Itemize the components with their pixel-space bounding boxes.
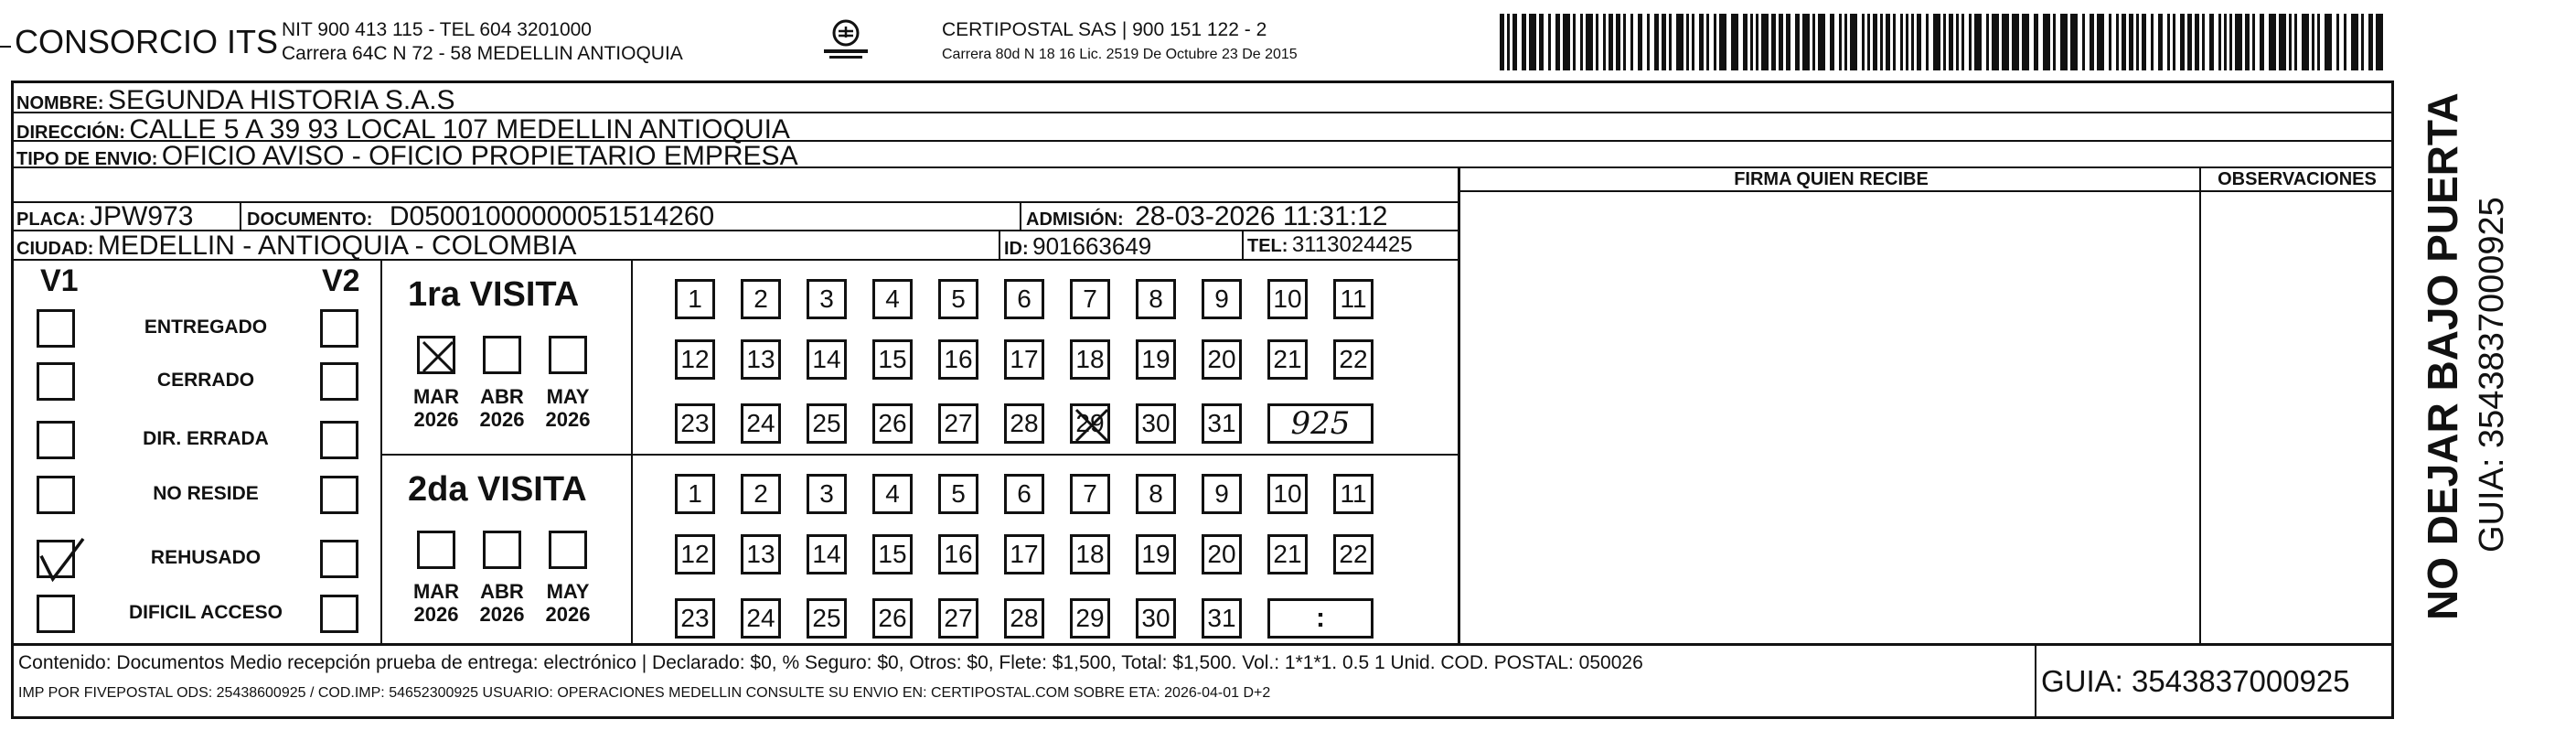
send-type-label: TIPO DE ENVIO:: [16, 149, 158, 169]
send-type: OFICIO AVISO - OFICIO PROPIETARIO EMPRESA: [161, 141, 798, 171]
status-label: REHUSADO: [150, 547, 262, 568]
city-label: CIUDAD:: [16, 239, 94, 259]
v2-checkbox[interactable]: [320, 362, 358, 401]
status-label: CERRADO: [156, 370, 255, 391]
tel-label: TEL:: [1247, 236, 1288, 256]
id-value: 901663649: [1032, 232, 1152, 260]
company-address: Carrera 64C N 72 - 58 MEDELLIN ANTIOQUIA: [282, 43, 683, 64]
id-field: [1004, 234, 1151, 258]
address-label: DIRECCIÓN:: [16, 123, 125, 143]
day-box[interactable]: 24: [741, 598, 781, 639]
admission-field: [1026, 203, 1387, 231]
side-guia: GUIA: 3543837000925: [2473, 197, 2511, 553]
day-box[interactable]: 9: [1202, 279, 1242, 319]
month-name: MAR: [412, 580, 460, 603]
v1-checkbox[interactable]: [37, 309, 75, 348]
day-box[interactable]: 25: [807, 598, 847, 639]
day-box[interactable]: 8: [1136, 474, 1176, 514]
month-name: ABR: [480, 385, 524, 408]
side-warning: NO DEJAR BAJO PUERTA: [2419, 92, 2466, 620]
recipient-name: SEGUNDA HISTORIA S.A.S: [108, 85, 455, 115]
day-box[interactable]: 18: [1070, 534, 1110, 574]
day-box[interactable]: 26: [872, 598, 913, 639]
plate-value: JPW973: [90, 201, 194, 231]
send-type-row: [16, 143, 798, 170]
day-box[interactable]: 7: [1070, 474, 1110, 514]
day-box[interactable]: 30: [1136, 403, 1176, 444]
footer-guia: GUIA: 3543837000925: [2041, 664, 2350, 698]
v2-label: V2: [322, 263, 360, 298]
postal-company-line: CERTIPOSTAL SAS | 900 151 122 - 2: [942, 19, 1267, 40]
day-box[interactable]: 16: [938, 339, 978, 380]
plate-label: PLACA:: [16, 209, 86, 230]
company-name: CONSORCIO ITS: [15, 23, 279, 60]
day-box[interactable]: 2: [741, 279, 781, 319]
day-box[interactable]: 3: [807, 279, 847, 319]
month-label: [540, 580, 596, 627]
day-box[interactable]: 18: [1070, 339, 1110, 380]
day-box[interactable]: 22: [1333, 534, 1374, 574]
month-checkbox[interactable]: [417, 531, 455, 569]
day-box[interactable]: 7: [1070, 279, 1110, 319]
day-box[interactable]: 4: [872, 279, 913, 319]
month-checkbox[interactable]: [483, 336, 521, 374]
day-box[interactable]: 29: [1070, 403, 1110, 444]
address-row: [16, 116, 790, 144]
document-value: D05001000000051514260: [389, 201, 715, 231]
day-box[interactable]: 3: [807, 474, 847, 514]
day-box[interactable]: 23: [675, 403, 715, 444]
month-year: 2026: [545, 408, 591, 432]
day-box[interactable]: 19: [1136, 534, 1176, 574]
day-box[interactable]: 5: [938, 474, 978, 514]
day-box[interactable]: 24: [741, 403, 781, 444]
day-box[interactable]: 31: [1202, 403, 1242, 444]
month-name: MAY: [546, 580, 590, 603]
day-box[interactable]: 28: [1004, 403, 1044, 444]
day-box[interactable]: 5: [938, 279, 978, 319]
day-box[interactable]: 2: [741, 474, 781, 514]
day-box[interactable]: 13: [741, 534, 781, 574]
day-box[interactable]: 25: [807, 403, 847, 444]
day-box[interactable]: 12: [675, 339, 715, 380]
time-separator: :: [1316, 603, 1325, 633]
day-box[interactable]: 8: [1136, 279, 1176, 319]
v1-checkbox[interactable]: [37, 540, 75, 578]
day-box[interactable]: 23: [675, 598, 715, 639]
day-box[interactable]: 15: [872, 534, 913, 574]
month-year: 2026: [413, 408, 459, 432]
day-box[interactable]: 15: [872, 339, 913, 380]
admission-label: ADMISIÓN:: [1026, 209, 1124, 230]
tel-value: 3113024425: [1291, 232, 1413, 257]
check-mark-icon: [39, 542, 78, 581]
v2-checkbox[interactable]: [320, 595, 358, 633]
day-box[interactable]: 17: [1004, 339, 1044, 380]
status-label: ENTREGADO: [144, 317, 268, 338]
month-checkbox[interactable]: [549, 336, 587, 374]
city-value: MEDELLIN - ANTIOQUIA - COLOMBIA: [97, 231, 577, 261]
month-year: 2026: [479, 603, 525, 627]
admission-value: 28-03-2026 11:31:12: [1135, 201, 1388, 231]
day-box[interactable]: 6: [1004, 474, 1044, 514]
day-box[interactable]: 14: [807, 534, 847, 574]
time-field[interactable]: [1267, 403, 1374, 444]
month-year: 2026: [479, 408, 525, 432]
day-box[interactable]: 20: [1202, 339, 1242, 380]
day-box[interactable]: 28: [1004, 598, 1044, 639]
certipostal-logo-icon: [809, 16, 882, 62]
day-box[interactable]: 21: [1267, 339, 1308, 380]
v2-checkbox[interactable]: [320, 476, 358, 514]
month-year: 2026: [413, 603, 459, 627]
day-box[interactable]: 9: [1202, 474, 1242, 514]
day-box[interactable]: 21: [1267, 534, 1308, 574]
v1-label: V1: [40, 263, 79, 298]
city-field: [16, 232, 576, 260]
handwritten-time: 925: [1290, 405, 1351, 442]
day-box[interactable]: 27: [938, 403, 978, 444]
name-label: NOMBRE:: [16, 93, 104, 113]
visit-title: 1ra VISITA: [408, 275, 580, 314]
day-box[interactable]: 4: [872, 474, 913, 514]
v1-checkbox[interactable]: [37, 421, 75, 459]
postal-resolution: Carrera 80d N 18 16 Lic. 2519 De Octubre 23 De 2015: [942, 47, 1298, 62]
month-name: MAY: [546, 385, 590, 408]
plate-field: [16, 203, 193, 231]
day-box[interactable]: 12: [675, 534, 715, 574]
month-checkbox[interactable]: [549, 531, 587, 569]
month-checkbox[interactable]: [417, 336, 455, 374]
day-box[interactable]: 22: [1333, 339, 1374, 380]
day-box[interactable]: 1: [675, 474, 715, 514]
status-label: DIFICIL ACCESO: [128, 602, 283, 623]
day-box[interactable]: 20: [1202, 534, 1242, 574]
v1-checkbox[interactable]: [37, 476, 75, 514]
day-box[interactable]: 14: [807, 339, 847, 380]
name-row: [16, 87, 455, 114]
check-mark-icon: [420, 338, 458, 377]
month-label: [474, 580, 530, 627]
v2-checkbox[interactable]: [320, 540, 358, 578]
month-name: ABR: [480, 580, 524, 603]
signature-header: FIRMA QUIEN RECIBE: [1734, 169, 1929, 189]
day-box[interactable]: 27: [938, 598, 978, 639]
time-field[interactable]: [1267, 598, 1374, 639]
day-box[interactable]: 6: [1004, 279, 1044, 319]
v1-checkbox[interactable]: [37, 362, 75, 401]
month-label: [408, 385, 465, 432]
day-box[interactable]: 26: [872, 403, 913, 444]
check-mark-icon: [1073, 406, 1113, 446]
day-box[interactable]: 13: [741, 339, 781, 380]
company-nit-line: NIT 900 413 115 - TEL 604 3201000: [282, 19, 592, 40]
day-box[interactable]: 1: [675, 279, 715, 319]
month-label: [408, 580, 465, 627]
tel-field: [1247, 234, 1413, 256]
month-label: [540, 385, 596, 432]
day-box[interactable]: 16: [938, 534, 978, 574]
print-info-line: IMP POR FIVEPOSTAL ODS: 25438600925 / COD.IMP: 54652300925 USUARIO: OPERACIONES MEDELLIN CONSULTE SU ENVIO EN: CERTIPOSTAL.COM SOBRE ETA: 2026-04-01 D+2: [18, 685, 1271, 701]
day-box[interactable]: 29: [1070, 598, 1110, 639]
day-box[interactable]: 10: [1267, 279, 1308, 319]
month-checkbox[interactable]: [483, 531, 521, 569]
day-box[interactable]: 31: [1202, 598, 1242, 639]
month-year: 2026: [545, 603, 591, 627]
day-box[interactable]: 11: [1333, 279, 1374, 319]
v2-checkbox[interactable]: [320, 421, 358, 459]
status-label: DIR. ERRADA: [143, 428, 269, 449]
document-field: [247, 203, 714, 231]
content-line: Contenido: Documentos Medio recepción prueba de entrega: electrónico | Declarado: $0, % Seguro: $0, Otros: $0, Flete: $1,500, Total: $1,500. Vol.: 1*1*1. 0.5 1 Unid. COD. POSTAL: 050026: [18, 652, 1643, 673]
day-box[interactable]: 10: [1267, 474, 1308, 514]
day-box[interactable]: 19: [1136, 339, 1176, 380]
v1-checkbox[interactable]: [37, 595, 75, 633]
recipient-address: CALLE 5 A 39 93 LOCAL 107 MEDELLIN ANTIOQUIA: [129, 114, 790, 145]
v2-checkbox[interactable]: [320, 309, 358, 348]
status-label: NO RESIDE: [153, 483, 259, 504]
day-box[interactable]: 11: [1333, 474, 1374, 514]
visit-title: 2da VISITA: [408, 470, 587, 509]
barcode: [1500, 14, 2387, 70]
document-label: DOCUMENTO:: [247, 209, 373, 230]
day-box[interactable]: 17: [1004, 534, 1044, 574]
id-label: ID:: [1004, 239, 1029, 259]
month-label: [474, 385, 530, 432]
day-box[interactable]: 30: [1136, 598, 1176, 639]
observations-header: OBSERVACIONES: [2218, 169, 2377, 189]
month-name: MAR: [412, 385, 460, 408]
